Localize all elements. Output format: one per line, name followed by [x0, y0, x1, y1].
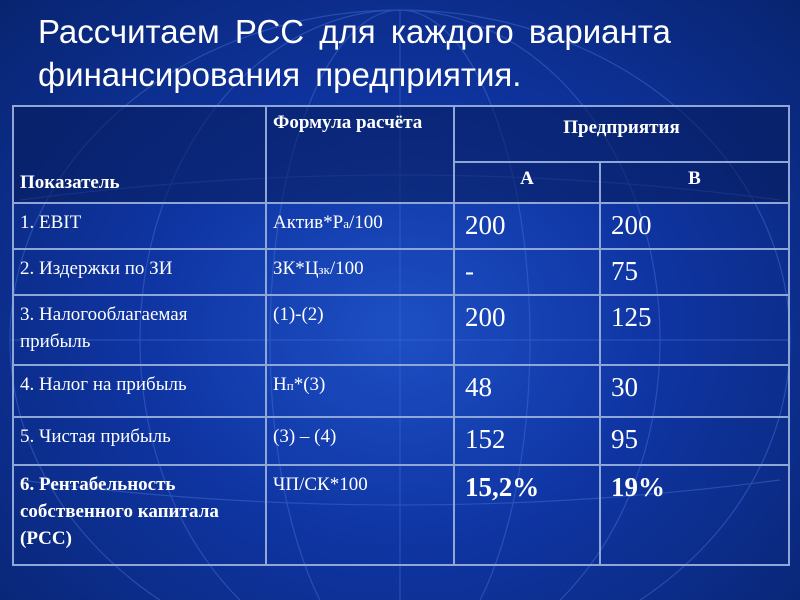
table-row	[13, 365, 789, 417]
row-label: 1. EBIT	[13, 203, 266, 249]
header-enterprise-a: А	[454, 162, 600, 203]
row-label: 2. Издержки по ЗИ	[13, 249, 266, 295]
header-enterprises: Предприятия	[454, 106, 789, 162]
slide-title: Рассчитаем РСС для каждого варианта финансирования предприятия.	[38, 13, 671, 93]
row-label: 6. Рентабельность собственного капитала (РСС)	[13, 465, 266, 565]
header-enterprise-b: В	[600, 162, 789, 203]
row-label: 3. Налогооблагаемая прибыль	[13, 295, 266, 365]
table-row	[13, 203, 789, 249]
row-value-b: 75	[600, 249, 789, 295]
row-formula: Актив*Ра/100	[266, 203, 454, 249]
row-label: 5. Чистая прибыль	[13, 417, 266, 465]
table-row	[13, 465, 789, 565]
header-formula: Формула расчёта	[266, 106, 454, 203]
row-value-b: 125	[600, 295, 789, 365]
row-value-a: 15,2%	[454, 465, 600, 565]
row-formula: (1)-(2)	[266, 295, 454, 365]
row-value-a: -	[454, 249, 600, 295]
row-label: 4. Налог на прибыль	[13, 365, 266, 417]
row-formula: (3) – (4)	[266, 417, 454, 465]
row-value-a: 200	[454, 203, 600, 249]
table-row	[13, 417, 789, 465]
row-value-b: 19%	[600, 465, 789, 565]
header-indicator: Показатель	[13, 106, 266, 203]
row-value-b: 200	[600, 203, 789, 249]
row-formula: Нп*(3)	[266, 365, 454, 417]
row-value-b: 30	[600, 365, 789, 417]
table-header-row	[13, 106, 789, 162]
rss-table	[12, 105, 790, 566]
row-formula: ЧП/СК*100	[266, 465, 454, 565]
row-value-b: 95	[600, 417, 789, 465]
row-value-a: 152	[454, 417, 600, 465]
row-value-a: 200	[454, 295, 600, 365]
table-row	[13, 249, 789, 295]
row-value-a: 48	[454, 365, 600, 417]
row-formula: ЗК*Цзк/100	[266, 249, 454, 295]
table-row	[13, 295, 789, 365]
